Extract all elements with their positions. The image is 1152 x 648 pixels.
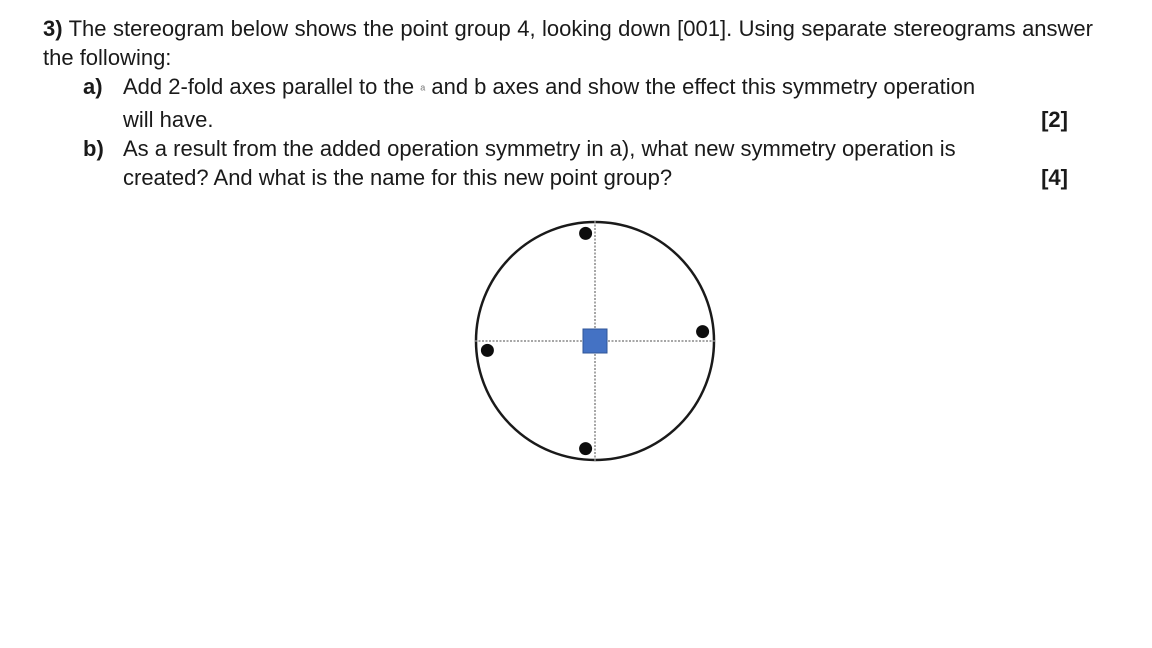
question-number: 3) bbox=[43, 16, 63, 41]
part-a bbox=[43, 72, 1093, 134]
pole-point-2 bbox=[696, 325, 709, 338]
fourfold-axis-symbol bbox=[583, 329, 607, 353]
axis-a-symbol: a bbox=[420, 82, 426, 93]
part-a-marks: [2] bbox=[1041, 106, 1068, 132]
part-a-label: a) bbox=[83, 74, 103, 99]
pole-point-3 bbox=[579, 442, 592, 455]
part-b-line1: As a result from the added operation symmetry in a), what new symmetry operation is bbox=[123, 135, 956, 161]
question-intro-text: The stereogram below shows the point group 4, looking down [001]. Using separate stereograms answer the following: bbox=[43, 16, 1093, 70]
part-a-text-start: Add 2-fold axes parallel to the bbox=[123, 74, 415, 99]
part-b bbox=[43, 134, 1093, 192]
pole-point-1 bbox=[579, 227, 592, 240]
part-b-line2 bbox=[123, 163, 1093, 192]
part-a-text-end: and b axes and show the effect this symmetry operation bbox=[431, 74, 976, 99]
part-b-label: b) bbox=[83, 135, 104, 161]
question-intro bbox=[43, 14, 1093, 72]
pole-point-4 bbox=[481, 344, 494, 357]
question-3 bbox=[43, 14, 1093, 192]
part-b-marks: [4] bbox=[1041, 164, 1068, 190]
stereogram-diagram bbox=[470, 218, 720, 468]
part-a-line1 bbox=[123, 72, 1093, 103]
part-a-text-line2: will have. bbox=[123, 106, 214, 132]
part-b-text-line2: created? And what is the name for this new point group? bbox=[123, 164, 673, 190]
part-a-line2 bbox=[123, 105, 1093, 134]
